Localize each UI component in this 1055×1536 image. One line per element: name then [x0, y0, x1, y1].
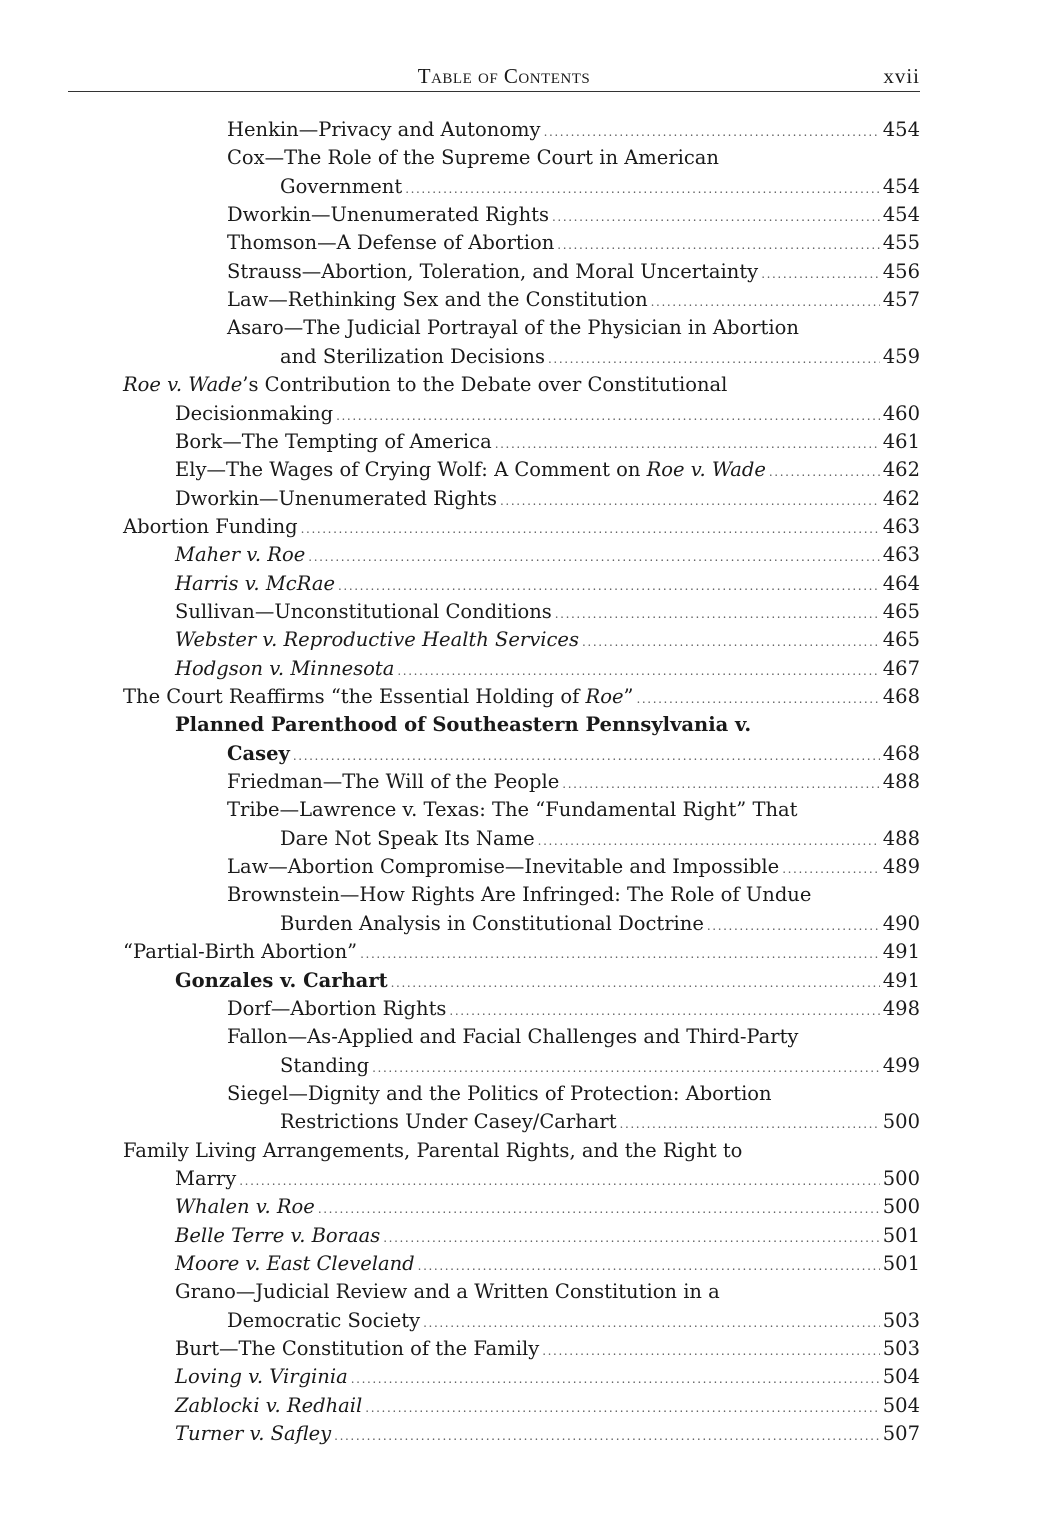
toc-entry-title [175, 456, 766, 484]
dot-leader [301, 515, 880, 543]
toc-entry[interactable] [175, 541, 920, 569]
toc-section-heading[interactable] [123, 1137, 742, 1165]
toc-entry-title: Friedman—The Will of the People [227, 770, 560, 794]
toc-entry[interactable] [227, 314, 799, 342]
dot-leader [544, 118, 880, 146]
closing-quote: ” [623, 685, 634, 708]
toc-entry[interactable] [175, 1250, 920, 1278]
toc-entry-page: 500 [882, 1195, 920, 1219]
toc-entry[interactable] [227, 229, 920, 257]
toc-entry-page: 500 [882, 1166, 920, 1190]
toc-entry[interactable] [175, 626, 920, 654]
toc-entry[interactable] [227, 201, 920, 229]
toc-entry-title: Dworkin—Unenumerated Rights [227, 203, 549, 227]
toc-entry-continuation[interactable] [280, 343, 920, 371]
toc-entry-page: 501 [882, 1223, 920, 1247]
toc-entry-title: Marry [175, 1166, 237, 1190]
toc-entry-page: 465 [882, 628, 920, 652]
header-rule [68, 91, 920, 92]
toc-entry[interactable] [227, 881, 811, 909]
toc-entry-title: Sullivan—Unconstitutional Conditions [175, 599, 552, 623]
toc-entry-title: Whalen v. Roe [175, 1195, 315, 1219]
toc-entry-title [123, 683, 633, 711]
case-name: Roe [585, 685, 624, 708]
toc-entry[interactable] [227, 853, 920, 881]
toc-entry-page: 454 [882, 118, 920, 141]
toc-entry-title: Brownstein—How Rights Are Infringed: The Role of Undue [227, 883, 812, 907]
toc-entry-title: Thomson—A Defense of Abortion [227, 231, 555, 255]
toc-entry[interactable] [227, 1080, 772, 1108]
toc-entry-page: 488 [882, 826, 920, 850]
toc-entry-continuation[interactable] [280, 173, 920, 201]
toc-entry-page: 503 [882, 1337, 920, 1361]
case-name: Roe v. Wade [646, 458, 766, 482]
dot-leader [769, 458, 880, 486]
toc-entry[interactable] [175, 655, 920, 683]
toc-entry[interactable] [175, 1392, 920, 1420]
toc-entry[interactable] [175, 1335, 920, 1363]
toc-entry-title: Democratic Society [227, 1308, 421, 1332]
toc-entry-title: Maher v. Roe [175, 543, 306, 567]
dot-leader [620, 1110, 880, 1138]
toc-entry-title: Abortion Funding [123, 514, 298, 538]
toc-entry-continuation[interactable] [280, 825, 920, 853]
toc-entry-title: Grano—Judicial Review and a Written Constitution in a [175, 1280, 720, 1304]
toc-entry-title: Planned Parenthood of Southeastern Pennsylvania v. [175, 713, 752, 737]
toc-entry-page: 491 [882, 940, 920, 964]
dot-leader [500, 487, 880, 515]
dot-leader [239, 1167, 880, 1195]
dot-leader [542, 1337, 880, 1365]
toc-entry[interactable] [175, 456, 920, 484]
dot-leader [383, 1224, 880, 1252]
dot-leader [423, 1309, 880, 1337]
toc-entry[interactable] [175, 598, 920, 626]
toc-entry-page: 454 [882, 174, 920, 198]
toc-principal-case[interactable] [175, 711, 751, 739]
toc-entry-title: Asaro—The Judicial Portrayal of the Physician in Abortion [227, 316, 799, 340]
toc-entry-title: Moore v. East Cleveland [175, 1252, 415, 1275]
dot-leader [338, 572, 880, 600]
toc-entry-title: Turner v. Safley [175, 1422, 332, 1446]
dot-leader [360, 940, 880, 968]
dot-leader [372, 1054, 880, 1082]
toc-entry-title: “Partial-Birth Abortion” [123, 940, 358, 964]
toc-section-heading[interactable] [123, 371, 727, 399]
toc-entry[interactable] [227, 144, 719, 172]
toc-entry-title: Burden Analysis in Constitutional Doctrine [280, 911, 704, 935]
toc-entry-page: 507 [882, 1422, 920, 1446]
toc-entry-page: 457 [882, 288, 920, 312]
toc-entry-page: 491 [882, 968, 920, 992]
dot-leader [495, 430, 880, 458]
toc-entry-page: 468 [882, 741, 920, 765]
toc-entry[interactable] [227, 286, 920, 314]
toc-entry-title: Family Living Arrangements, Parental Rights, and the Right to [123, 1138, 743, 1162]
toc-entry-page: 456 [882, 259, 920, 283]
dot-leader [293, 742, 880, 770]
toc-entry-title: Dorf—Abortion Rights [227, 996, 447, 1020]
toc-entry[interactable] [175, 1193, 920, 1221]
page-number: xvii [883, 64, 920, 88]
toc-entry-title: Government [280, 174, 403, 198]
toc-entry-title: Dare Not Speak Its Name [280, 826, 535, 850]
toc-entry[interactable] [175, 1222, 920, 1250]
toc-entry-page: 468 [882, 685, 920, 708]
toc-entry-title: Belle Terre v. Boraas [175, 1223, 381, 1247]
dot-leader [336, 402, 880, 430]
running-header [68, 62, 920, 94]
toc-entry-continuation[interactable] [227, 1307, 920, 1335]
dot-leader [538, 827, 880, 855]
toc-entry-title: Restrictions Under Casey/Carhart [280, 1110, 617, 1134]
toc-entry[interactable] [175, 485, 920, 513]
toc-entry-title: Strauss—Abortion, Toleration, and Moral Uncertainty [227, 259, 759, 283]
toc-entry-continuation[interactable] [280, 910, 920, 938]
toc-entry-title: Loving v. Virginia [175, 1365, 348, 1389]
toc-entry[interactable] [175, 570, 920, 598]
toc-entry-title-text: The Court Reaffirms “the Essential Holding of [123, 685, 586, 708]
toc-entry-title: Standing [280, 1053, 370, 1077]
toc-entry-page: 459 [882, 344, 920, 368]
toc-entry[interactable] [175, 1363, 920, 1391]
toc-entry[interactable] [227, 258, 920, 286]
toc-entry-page: 454 [882, 203, 920, 227]
toc-entry-title: Zablocki v. Redhail [175, 1393, 363, 1417]
dot-leader [397, 657, 879, 685]
toc-entry-title: Dworkin—Unenumerated Rights [175, 486, 497, 510]
toc-section-heading[interactable] [123, 938, 920, 966]
toc-entry-page: 490 [882, 911, 920, 935]
toc-entry-page: 462 [882, 486, 920, 510]
dot-leader [318, 1195, 880, 1223]
toc-entry-title: Siegel—Dignity and the Politics of Protection: Abortion [227, 1081, 772, 1105]
dot-leader [334, 1422, 880, 1450]
case-name: Roe v. Wade [123, 373, 243, 397]
toc-entry[interactable] [227, 116, 920, 144]
dot-leader [582, 628, 880, 656]
dot-leader [562, 770, 879, 798]
dot-leader [782, 855, 880, 883]
toc-entry[interactable] [227, 995, 920, 1023]
toc-entry-page: 467 [882, 656, 920, 680]
toc-entry-page: 488 [882, 770, 920, 794]
toc-entry-title: Bork—The Tempting of America [175, 429, 492, 453]
dot-leader [548, 345, 880, 373]
toc-entry-page: 455 [882, 231, 920, 255]
toc-entry-title-text: Ely—The Wages of Crying Wolf: A Comment on [175, 458, 647, 482]
toc-entry-page: 501 [882, 1252, 920, 1275]
dot-leader [761, 260, 880, 288]
toc-entry-page: 460 [882, 401, 920, 425]
toc-entry-continuation[interactable] [280, 1108, 920, 1136]
toc-entry-title: Law—Rethinking Sex and the Constitution [227, 288, 648, 312]
toc-entry-page: 498 [882, 996, 920, 1020]
dot-leader [651, 288, 880, 316]
toc-entry-title: Gonzales v. Carhart [175, 968, 388, 992]
toc-entry-title: Henkin—Privacy and Autonomy [227, 118, 541, 141]
toc-entry-page: 465 [882, 599, 920, 623]
toc-entry-page: 499 [882, 1053, 920, 1077]
toc-entry-title: Harris v. McRae [175, 571, 335, 595]
dot-leader [391, 969, 880, 997]
toc-entry-title: Webster v. Reproductive Health Services [175, 628, 579, 652]
toc-entry-title: Casey [227, 741, 290, 765]
toc-entry-page: 503 [882, 1308, 920, 1332]
toc-entry-continuation[interactable] [175, 400, 920, 428]
toc-entry[interactable] [175, 428, 920, 456]
toc-entry[interactable] [227, 768, 920, 796]
toc-entry-page: 504 [882, 1393, 920, 1417]
toc-entry-continuation[interactable] [280, 1052, 920, 1080]
dot-leader [405, 175, 880, 203]
toc-entry[interactable] [227, 1023, 798, 1051]
toc-entry-page: 463 [882, 543, 920, 567]
toc-entry-page: 464 [882, 571, 920, 595]
dot-leader [308, 543, 879, 571]
toc-entry-title-rest: ’s Contribution to the Debate over Constitutional [242, 373, 728, 397]
dot-leader [418, 1252, 880, 1280]
toc-entry-page: 462 [882, 458, 920, 482]
toc-entry-title: Burt—The Constitution of the Family [175, 1337, 540, 1361]
dot-leader [351, 1365, 880, 1393]
dot-leader [557, 231, 879, 259]
toc-entry-page: 463 [882, 514, 920, 538]
toc-principal-case[interactable] [175, 967, 920, 995]
toc-entry[interactable] [175, 1278, 720, 1306]
toc-section-heading[interactable] [123, 513, 920, 541]
running-header-title: Table of Contents [417, 64, 591, 88]
toc-entry-title [123, 371, 727, 399]
dot-leader [555, 600, 880, 628]
toc-entry-continuation[interactable] [227, 740, 920, 768]
dot-leader [365, 1394, 879, 1422]
toc-entry-page: 489 [882, 855, 920, 879]
dot-leader [449, 997, 879, 1025]
toc-entry-title: Fallon—As-Applied and Facial Challenges and Third-Party [227, 1025, 799, 1049]
toc-entry[interactable] [227, 796, 797, 824]
toc-entry-page: 504 [882, 1365, 920, 1389]
toc-entry-title: Hodgson v. Minnesota [175, 656, 395, 680]
toc-section-heading[interactable] [123, 683, 920, 711]
dot-leader [636, 685, 879, 713]
toc-entry-title: Tribe—Lawrence v. Texas: The “Fundamental Right” That [227, 798, 798, 822]
toc-entry-page: 461 [882, 429, 920, 453]
toc-entry-title: and Sterilization Decisions [280, 344, 545, 368]
dot-leader [707, 912, 880, 940]
toc-entry-title: Law—Abortion Compromise—Inevitable and Impossible [227, 855, 780, 879]
toc-entry-title: Decisionmaking [175, 401, 334, 425]
toc-entry[interactable] [175, 1420, 920, 1448]
dot-leader [552, 203, 880, 231]
toc-entry-continuation[interactable] [175, 1165, 920, 1193]
toc-entry-title: Cox—The Role of the Supreme Court in American [227, 146, 719, 170]
toc-entry-page: 500 [882, 1110, 920, 1134]
